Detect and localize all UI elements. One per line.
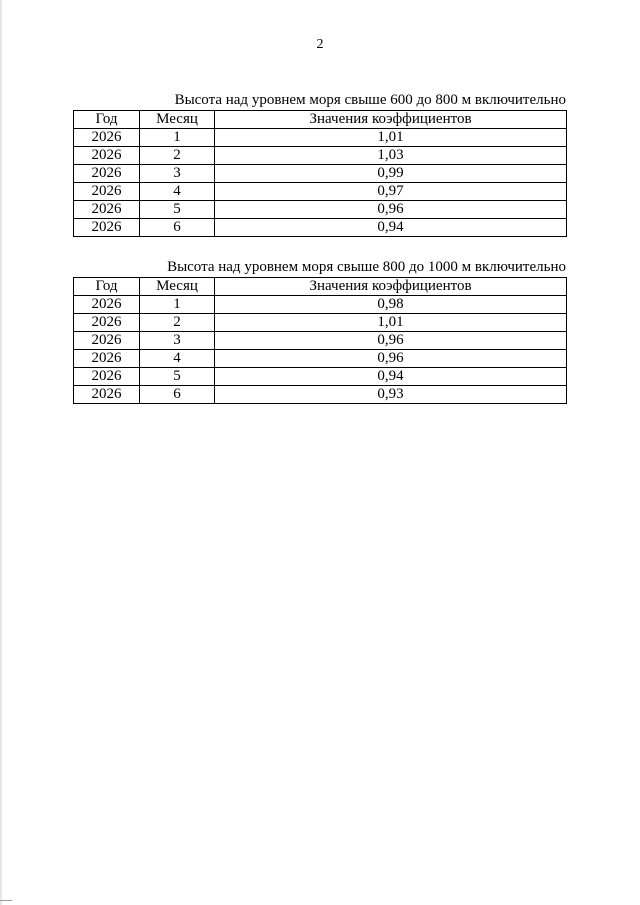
scan-edge-shadow	[0, 0, 2, 905]
scan-mark	[0, 900, 12, 901]
table-row	[74, 147, 567, 165]
value-cell: 0,98	[215, 296, 567, 314]
month-cell: 3	[140, 332, 215, 350]
month-cell: 6	[140, 386, 215, 404]
value-cell: 0,99	[215, 165, 567, 183]
value-cell: 1,01	[215, 314, 567, 332]
value-cell: 1,03	[215, 147, 567, 165]
month-cell: 6	[140, 219, 215, 237]
table-row	[74, 314, 567, 332]
value-cell: 0,97	[215, 183, 567, 201]
value-cell: 0,94	[215, 219, 567, 237]
coefficient-section-600-800	[73, 91, 566, 237]
table-header-row	[74, 278, 567, 296]
column-header-value: Значения коэффициентов	[215, 111, 567, 129]
column-header-value: Значения коэффициентов	[215, 278, 567, 296]
year-cell: 2026	[74, 314, 140, 332]
table-row	[74, 129, 567, 147]
table-row	[74, 219, 567, 237]
table-caption: Высота над уровнем моря свыше 600 до 800 м включительно	[174, 92, 566, 108]
coefficient-table	[73, 277, 567, 404]
month-cell: 1	[140, 129, 215, 147]
table-row	[74, 183, 567, 201]
year-cell: 2026	[74, 350, 140, 368]
value-cell: 1,01	[215, 129, 567, 147]
year-cell: 2026	[74, 183, 140, 201]
table-row	[74, 332, 567, 350]
year-cell: 2026	[74, 147, 140, 165]
month-cell: 1	[140, 296, 215, 314]
month-cell: 2	[140, 314, 215, 332]
column-header-month: Месяц	[140, 278, 215, 296]
year-cell: 2026	[74, 296, 140, 314]
month-cell: 3	[140, 165, 215, 183]
value-cell: 0,93	[215, 386, 567, 404]
value-cell: 0,96	[215, 201, 567, 219]
year-cell: 2026	[74, 201, 140, 219]
table-row	[74, 201, 567, 219]
table-caption: Высота над уровнем моря свыше 800 до 1000 м включительно	[167, 259, 566, 275]
month-cell: 4	[140, 350, 215, 368]
value-cell: 0,94	[215, 368, 567, 386]
value-cell: 0,96	[215, 350, 567, 368]
coefficient-section-800-1000	[73, 258, 566, 404]
year-cell: 2026	[74, 165, 140, 183]
table-row	[74, 165, 567, 183]
table-row	[74, 296, 567, 314]
column-header-year: Год	[74, 278, 140, 296]
column-header-month: Месяц	[140, 111, 215, 129]
page-number: 2	[316, 37, 324, 52]
month-cell: 2	[140, 147, 215, 165]
value-cell: 0,96	[215, 332, 567, 350]
month-cell: 5	[140, 368, 215, 386]
table-header-row	[74, 111, 567, 129]
year-cell: 2026	[74, 129, 140, 147]
table-row	[74, 368, 567, 386]
year-cell: 2026	[74, 368, 140, 386]
table-row	[74, 386, 567, 404]
month-cell: 5	[140, 201, 215, 219]
month-cell: 4	[140, 183, 215, 201]
coefficient-table	[73, 110, 567, 237]
year-cell: 2026	[74, 386, 140, 404]
table-row	[74, 350, 567, 368]
column-header-year: Год	[74, 111, 140, 129]
year-cell: 2026	[74, 219, 140, 237]
year-cell: 2026	[74, 332, 140, 350]
